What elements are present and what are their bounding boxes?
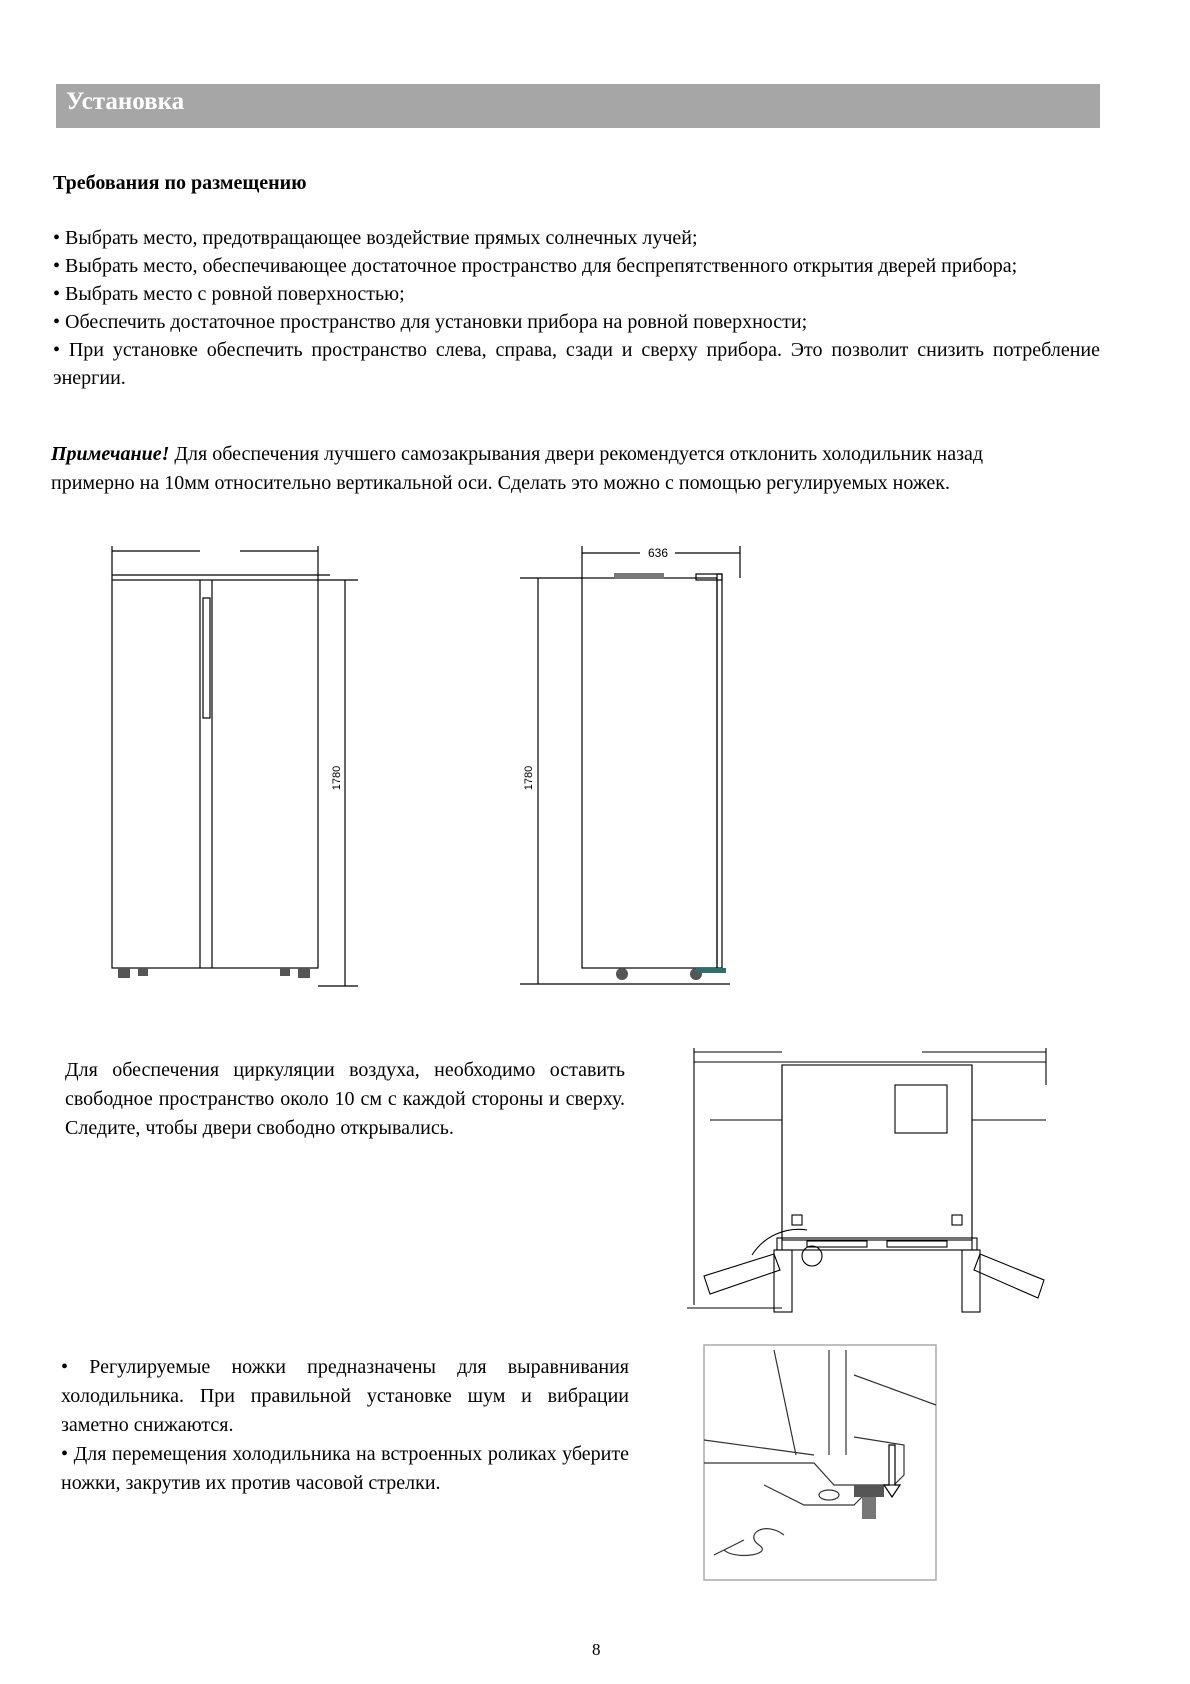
page-number: 8 <box>592 1640 601 1659</box>
ventilation-paragraph: Для обеспечения циркуляции воздуха, необходимо оставить свободное пространство около 10 см с каждой стороны и сверху. Следите, чтобы двери свободно открывались. <box>65 1059 625 1139</box>
list-item: • Обеспечить достаточное пространство для установки прибора на ровной поверхности; <box>53 311 808 333</box>
note-label: Примечание! <box>51 443 170 465</box>
adjustable-foot-illustration <box>704 1345 936 1580</box>
front-height-label: 1780 <box>331 765 343 791</box>
top-view-drawing <box>682 1040 1052 1320</box>
list-item: • Выбрать место, обеспечивающее достаточное пространство для беспрепятственного открытия дверей прибора; <box>53 255 1018 277</box>
feet-list <box>61 1353 629 1498</box>
list-item: • Для перемещения холодильника на встроенных роликах уберите ножки, закрутив их против часовой стрелки. <box>61 1443 629 1494</box>
section-header <box>56 84 1100 128</box>
side-depth-label: 636 <box>647 546 669 560</box>
note-text: Для обеспечения лучшего самозакрывания двери рекомендуется отклонить холодильник назад примерно на 10мм относительно вертикальной оси. Сделать это можно с помощью регулируемых ножек. <box>51 443 984 494</box>
list-item: • При установке обеспечить пространство слева, справа, сзади и сверху прибора. Это позволит снизить потребление энергии. <box>53 339 1100 389</box>
list-item: • Регулируемые ножки предназначены для выравнивания холодильника. При правильной установке шум и вибрации заметно снижаются. <box>61 1356 629 1436</box>
note-paragraph <box>51 440 1051 498</box>
list-item: • Выбрать место, предотвращающее воздействие прямых солнечных лучей; <box>53 227 698 249</box>
side-height-label: 1780 <box>523 765 535 791</box>
section-title: Установка <box>66 88 185 115</box>
front-view-drawing <box>100 538 360 998</box>
side-view-drawing <box>520 538 760 998</box>
list-item: • Выбрать место с ровной поверхностью; <box>53 283 405 305</box>
placement-title: Требования по размещению <box>53 172 307 194</box>
placement-list <box>53 224 1100 392</box>
